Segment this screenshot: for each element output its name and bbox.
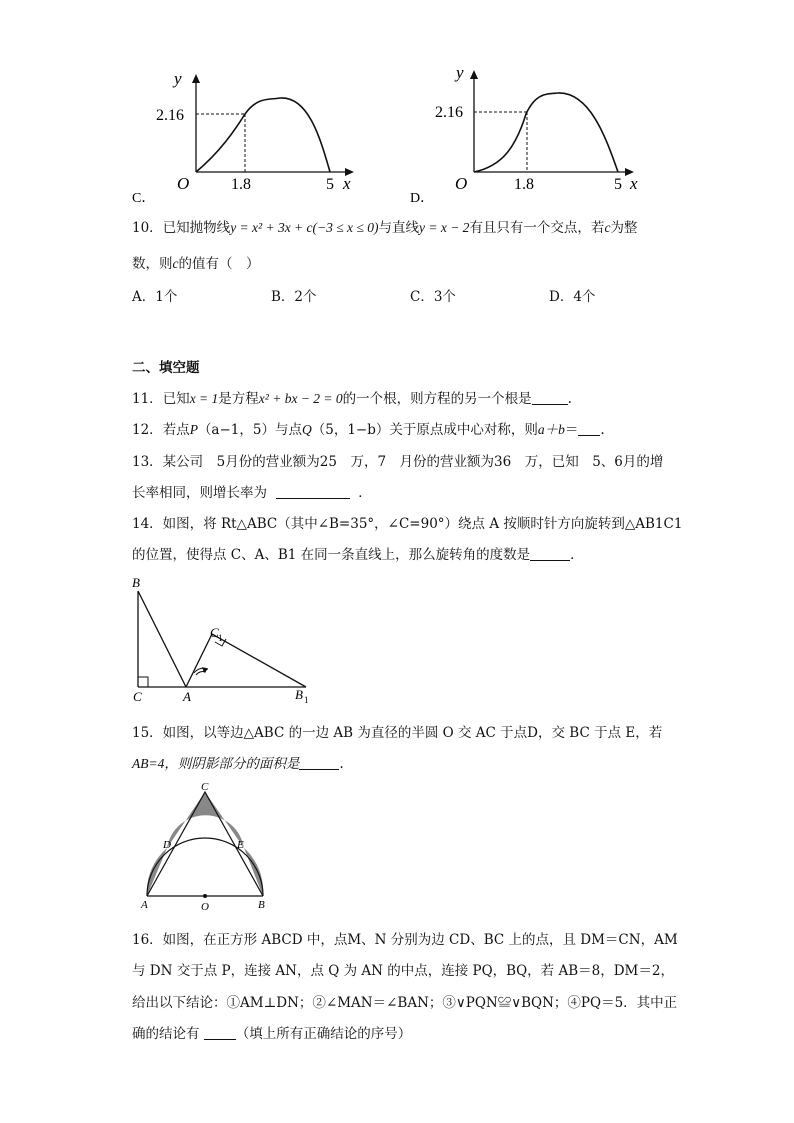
label-o: O: [201, 901, 209, 913]
x-axis-label: x: [343, 174, 351, 193]
answer-blank[interactable]: [276, 484, 350, 499]
label-a: A: [183, 689, 191, 704]
question-16-line-3: 给出以下结论：①AM⊥DN；②∠MAN＝∠BAN；③∨PQN≌∨BQN；④PQ＝5．其中正: [132, 995, 678, 1011]
label-a: A: [141, 899, 148, 911]
answer-blank[interactable]: [578, 421, 600, 436]
x-tick-label-1: 1.8: [231, 176, 251, 193]
label-c1: C: [210, 625, 219, 640]
label-c: C: [133, 689, 142, 704]
question-16-line-2: 与 DN 交于点 P，连接 AN，点 Q 为 AN 的中点，连接 PQ，BQ，若 AB＝8，DM＝2，: [132, 963, 674, 979]
label-c: C: [201, 782, 209, 793]
question-11: 11．已知x = 1是方程x² + bx − 2 = 0的一个根，则方程的另一个根是 .: [132, 391, 572, 407]
x-axis-label: x: [630, 174, 638, 193]
label-b: B: [258, 899, 265, 911]
question-14-line-1: 14．如图，将 Rt△ABC（其中∠B=35°，∠C=90°）绕点 A 按顺时针方向旋转到△AB1C1: [132, 516, 683, 532]
choice-c[interactable]: C．3个: [410, 289, 456, 305]
question-14-line-2: 的位置，使得点 C、A、B1 在同一条直线上，那么旋转角的度数是 ．: [132, 547, 584, 563]
question-15-line-1: 15．如图，以等边△ABC 的一边 AB 为直径的半圆 O 交 AC 于点D，交 BC 于点 E，若: [132, 725, 663, 741]
question-10-line-2: 数，则c的值有（ ）: [132, 256, 260, 272]
figure-rotation-triangle: [128, 575, 318, 705]
y-tick-label: 2.16: [156, 107, 184, 124]
y-tick-label: 2.16: [435, 104, 463, 121]
choice-d[interactable]: D．4个: [549, 289, 596, 305]
x-tick-label-2: 5: [326, 176, 334, 193]
choice-b[interactable]: B．2个: [271, 289, 317, 305]
choice-a[interactable]: A．1个: [132, 289, 178, 305]
origin-label: O: [177, 174, 190, 193]
question-15-line-2: AB=4，则阴影部分的面积是 .: [132, 756, 344, 772]
label-e: E: [237, 839, 244, 851]
answer-blank[interactable]: [532, 390, 568, 405]
question-12: 12．若点P（a−1，5）与点Q（5，1−b）关于原点成中心对称，则a＋b＝ .: [132, 422, 605, 438]
x-tick-label-2: 5: [614, 176, 622, 193]
option-label: D．: [410, 191, 435, 206]
question-16-line-4: 确的结论有 （填上所有正确结论的序号）: [132, 1026, 412, 1042]
y-axis-label: y: [174, 69, 182, 88]
origin-label: O: [455, 174, 468, 193]
y-axis-label: y: [456, 63, 464, 82]
answer-blank[interactable]: [204, 1025, 236, 1040]
section-heading: 二、填空题: [132, 360, 200, 376]
x-tick-label-1: 1.8: [514, 176, 534, 193]
domain-condition: (−3 ≤ x ≤ 0): [312, 220, 379, 235]
question-13-line-2: 长率相同，则增长率为 ．: [132, 485, 372, 501]
label-b1-sub: 1: [304, 695, 309, 705]
label-d: D: [163, 839, 171, 851]
graph-option-d: [408, 58, 648, 207]
label-b1: B: [295, 687, 303, 702]
answer-blank[interactable]: [530, 546, 570, 561]
parabola-equation: y = x² + 3x + c: [230, 220, 313, 235]
graph-option-c: [130, 62, 370, 207]
answer-blank[interactable]: [299, 755, 339, 770]
line-equation: y = x − 2: [418, 220, 470, 235]
question-13-line-1: 13．某公司 5月份的营业额为25 万，7 月份的营业额为36 万，已知 5、6月的增: [132, 454, 664, 470]
label-c1-sub: 1: [218, 633, 223, 643]
option-label: C．: [132, 191, 156, 206]
figure-semicircle-triangle: [135, 782, 275, 917]
question-10-line-1: 10．已知抛物线y = x² + 3x + c(−3 ≤ x ≤ 0)与直线y = x − 2有且只有一个交点，若c为整: [132, 220, 638, 236]
question-16-line-1: 16．如图，在正方形 ABCD 中，点M、N 分别为边 CD、BC 上的点，且 DM＝CN，AM: [132, 932, 678, 948]
label-b: B: [132, 575, 140, 590]
